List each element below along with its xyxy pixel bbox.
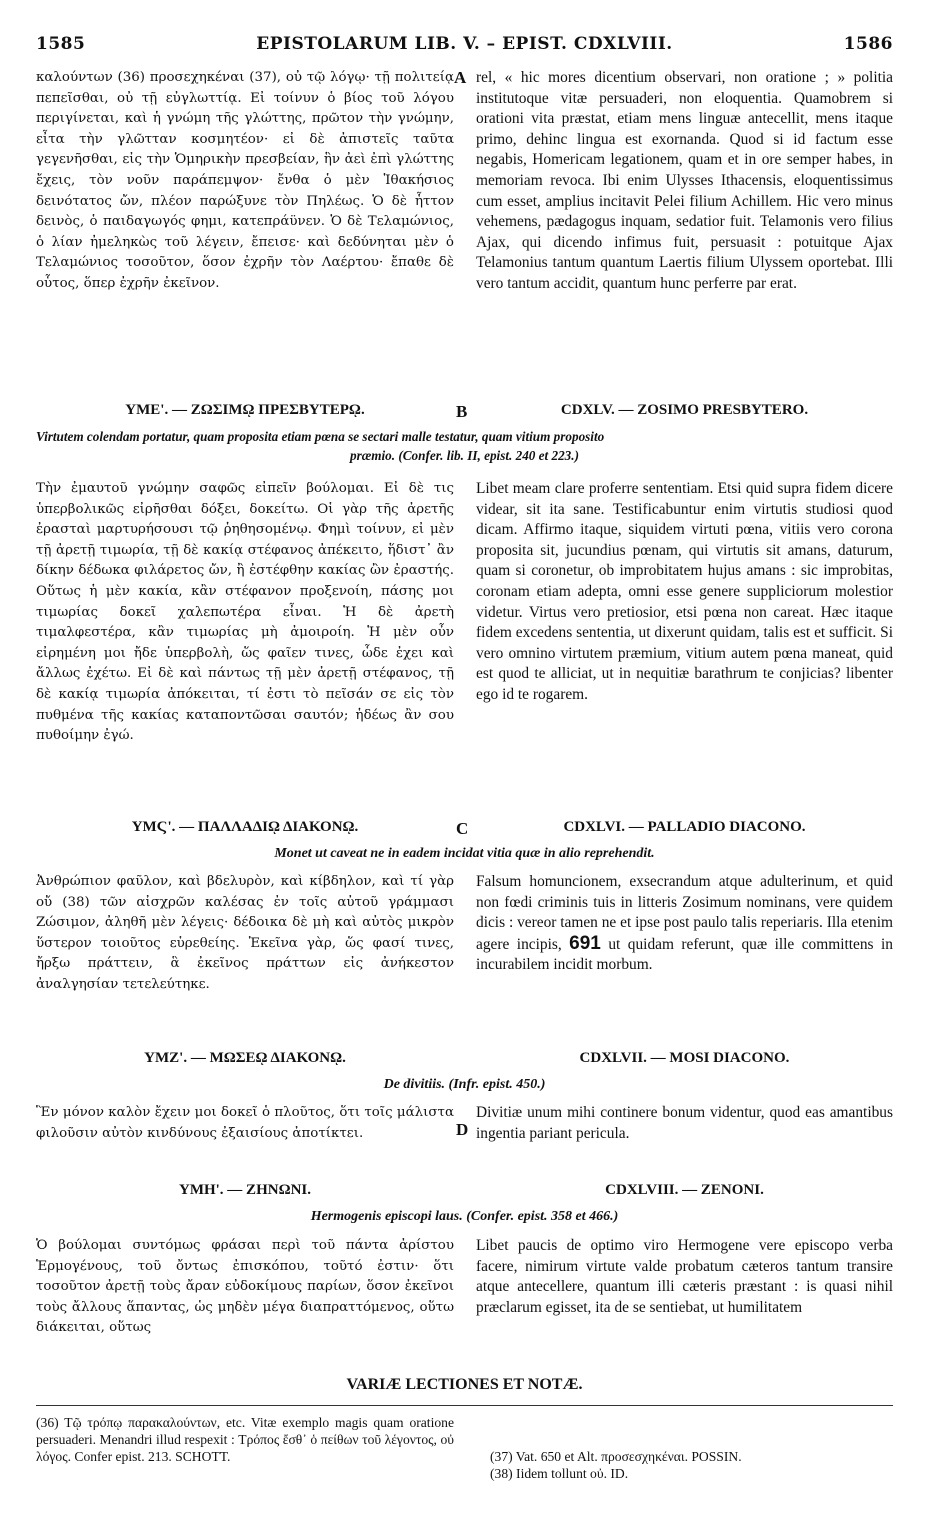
running-header <box>36 34 893 58</box>
page-number-left: 1585 <box>36 34 86 54</box>
letter-247-summary: De divitiis. (Infr. epist. 450.) <box>383 1077 546 1092</box>
letter-246-latin-after: ut quidam referunt, quæ ille committens in incurabilem incidit morbum. <box>476 935 893 974</box>
letter-245-summary-line2: præmio. (Confer. lib. II, epist. 240 et 223.) <box>350 448 579 463</box>
letter-247-latin-text: Divitiæ unum mihi continere bonum videntur, quod eas amantibus ingentia pariant pericula. <box>476 1104 893 1142</box>
letter-246-greek-text: Ἀνθρώπιον φαῦλον, καὶ βδελυρὸν, καὶ κίβδηλον, καὶ τί γὰρ οὔ (38) τῶν αἰσχρῶν καλέσας ἐν τοῖς αὐτοῦ γράμμασι Ζώσιμον, ἀληθῆ μὲν λέγεις· δέδοικα δὲ μὴ καὶ αὐτὸς μικρὸν ὕστερον τοιοῦτος εὑρεθείης. Ἐκεῖνα γὰρ, ὥς φασί τινες, ἤρξω πράττειν, ἃ ἐκεῖνος πράττων εἰς ἀνήκεστον ἀναλγησίαν τετελεύτηκε. <box>36 874 454 992</box>
margin-letter-d: D <box>456 1120 469 1139</box>
letter-246-latin-title: CDXLVI. — PALLADIO DIACONO. <box>563 819 806 835</box>
intro-greek-text: καλούντων (36) προσεχηκέναι (37), οὐ τῷ λόγῳ· τῇ πολιτείᾳ πεπεῖσθαι, οὐ τῇ εὐγλωττίᾳ. Εἰ τοίνυν ὁ βίος τοῦ λόγου περιγίνεται, καὶ ἡ γνώμη τῆς γλώττης, πρῶτον τὴν γνώμην, εἶτα τὴν γλῶτταν κοσμητέον· εἰ δὲ ἀπιστεῖς ταῦτα γεγενῆσθαι, εἰς τὴν Ὁμηρικὴν πρεσβείαν, ἣν ἀεὶ ἐπὶ γλώττης ἔχεις, τὸν νοῦν παράπεμψον· ἔνθα ὁ μὲν Ἰθακήσιος δεινότατος ὤν, πλέον παρώξυνε τὸν Πηλέως. Ὁ δὲ ἧττον δεινὸς, ὁ παιδαγωγός φημι, κατεπράϋνεν. Ὁ δὲ Τελαμώνιος, ὁ λίαν ἠμεληκὼς τοῦ λέγειν, ἔπεισε· καὶ δεδύνηται μὲν ὁ Τελαμώνιος τοσοῦτον, ὅσον ἐχρῆν τὸν Λαέρτου· ἔπαθε δὲ οὗτος, ὅπερ ἐχρῆν ἐκεῖνον. <box>36 70 454 291</box>
letter-248-greek-title: ΥΜΗ'. — ΖΗΝΩΝΙ. <box>178 1182 311 1198</box>
letter-248-summary: Hermogenis episcopi laus. (Confer. epist. 358 et 466.) <box>310 1209 619 1224</box>
letter-245-greek-title: ΥΜΕ'. — ΖΩΣΙΜῼ ΠΡΕΣΒΥΤΕΡῼ. <box>125 402 365 418</box>
note-37: (37) Vat. 650 et Alt. προσεσχηκέναι. POSSIN. <box>490 1449 742 1464</box>
margin-letter-a: A <box>454 68 467 87</box>
letter-246-latin-text <box>476 872 893 1022</box>
letter-245-summary-line1: Virtutem colendam portatur, quam proposita etiam pœna se sectari malle testatur, quam vitium proposito <box>36 429 605 444</box>
margin-letter-b: B <box>456 402 468 421</box>
letter-248-greek-text: Ὁ βούλομαι συντόμως φράσαι περὶ τοῦ πάντα ἀρίστου Ἑρμογένους, τοῦ ὄντως ἐπισκόπου, τοῦτό ἐστιν· ὅτι τοσοῦτον ἀρετῇ τοὺς ἄραν εὐδοκίμους παρίων, ὅσον ἐκεῖνοι τοὺς ἄλλους ἅπαντας, ὡς μηδὲν μέγα διαπραττόμενος, οὕτω διάκειται, οὕτως <box>36 1238 454 1336</box>
running-title: EPISTOLARUM LIB. V. – EPIST. CDXLVIII. <box>256 34 673 54</box>
notes-heading: VARIÆ LECTIONES ET NOTÆ. <box>346 1376 583 1393</box>
intro-latin-text: rel, « hic mores dicentium observari, non oratione ; » politia institutoque vitæ persuaderi, non eloquentia. Quamobrem si orationi vita præstat, etiam mens linguæ antecellit, mens itaque primo, dehinc lingua est exornanda. Quod si id factum esse negabis, Homericam legationem, quam et in ore semper habes, in memoriam revoca. Ibi enim Ulysses Ithacensis, eloquentissimus cum esset, amplius incitavit Pelei filium Achillem. Hic vero minus vehemens, pædagogus inquam, sedatior fuit. Telamonis vero filius Ajax, qui dicendo infimus fuit, persuasit : potuitque Ajax Telamonius tantum quantum Laertis filium Ulyssem oportebat. Illi vero tantum accidit, quantum hunc perferre par erat. <box>476 69 893 292</box>
margin-letter-c: C <box>456 819 469 838</box>
letter-245-latin-title: CDXLV. — ZOSIMO PRESBYTERO. <box>560 402 809 418</box>
notes-divider <box>36 1405 893 1406</box>
letter-247-latin-title: CDXLVII. — MOSI DIACONO. <box>579 1050 790 1066</box>
letter-246-summary: Monet ut caveat ne in eadem incidat vitia quæ in alio reprehendit. <box>274 846 655 861</box>
letter-248-latin-text: Libet paucis de optimo viro Hermogene vere episcopo verba facere, nimirum virtute valde probatum cæteros tantum transire atque antecellere, quantum illi cæteris præstant : is quasi nihil præclarum egisset, ita de se sentiebat, ut humilitatem <box>476 1237 893 1316</box>
note-38: (38) Iidem tollunt οὐ. ID. <box>490 1466 629 1481</box>
letter-245-greek-text: Τὴν ἐμαυτοῦ γνώμην σαφῶς εἰπεῖν βούλομαι. Εἰ δὲ τις ὑπερβολικῶς εἰρῆσθαι δόξει, δοκείτω. Οἱ γὰρ τῆς ἀρετῆς ἐρασταὶ μαρτυρήσουσι τῷ ῥηθησομένῳ. Φημὶ τοίνυν, εἰ μὲν τῇ ἀρετῇ τιμωρία, τῇ δὲ κακίᾳ στέφανος ἀπέκειτο, ἥδιστ᾽ ἂν δίκην δέδωκα φιλάρετος ὤν, ἢ ἐστέφθην κακίας ὢν ἐραστής. Οὕτως ἡ μὲν κακία, κἂν στέφανον προξενοίη, πάσης μοι τιμωρίας δοκεῖ χαλεπωτέρα εἶναι. Ἡ δὲ ἀρετὴ τιμαλφεστέρα, κἂν τιμωρίας μὴ ἀμοιροίη. Ἡ μὲν οὖν εἰρημένη μοι ἤδε ὑπερβολὴ, ὥς φαῖεν τινες, ὧδε ἐχει καὶ ἄλλως ἐχέτω. Εἰ δὲ καὶ πάντως τῇ μὲν ἀρετῇ στέφανος, τῇ δὲ κακίᾳ τιμωρία ἀπόκειται, τί ἐστι τὸ πεῖσάν σε εἰς τὸν πυθμένα τῆς κακίας καταποντῶσαι σαυτόν; ἡδέως ἂν σου πυθοίμην ἐγώ. <box>36 481 454 744</box>
letter-246-greek-title: ΥΜϚ'. — ΠΑΛΛΑΔΙῼ ΔΙΑΚΟΝῼ. <box>131 819 359 835</box>
letter-245-latin-text: Libet meam clare proferre sententiam. Etsi quid supra fidem dicere videar, sit ita sane. Testificabuntur enim virtutis studiosi quod dicam. Affirmo itaque, siquidem virtuti pœna, vitiis vero corona proposita sit, jucundius pœnam, qui virtutis sit amans, daturum, quam si coronetur, ob improbitatem hujus amans : sic improbitas, coronam etiam adepta, omni esse genere suppliciorum molestior videtur. Virtus vero pretiosior, etsi pœna non careat. Hæc itaque fidem excedens sententia, ut dixerunt quidam, talis est et sufficit. Si vero omnino virtutem præmium, vitium autem pœna maneat, quid est quod te alliciat, ut in nequitiæ barathrum te conjicias? libenter ego id te rogarem. <box>476 480 893 703</box>
letter-247-greek-text: Ἓν μόνον καλὸν ἔχειν μοι δοκεῖ ὁ πλοῦτος, ὅτι τοῖς μάλιστα φιλοῦσιν αὐτὸν κινδύνους ἐξαισίους ἀποτίκτει. <box>36 1105 454 1141</box>
letter-248-latin-title: CDXLVIII. — ZENONI. <box>605 1182 764 1198</box>
letter-247-greek-title: ΥΜΖ'. — ΜΩΣΕῼ ΔΙΑΚΟΝῼ. <box>144 1050 346 1066</box>
edition-page-number: 691 <box>569 932 601 954</box>
note-36: (36) Τῷ τρόπῳ παρακαλούντων, etc. Vitæ exemplo magis quam oratione persuaderi. Menandri illud respexit : Τρόπος ἔσθ᾽ ὁ πείθων τοῦ λέγοντος, οὐ λόγος. Confer epist. 213. SCHOTT. <box>36 1415 454 1464</box>
letter-246-latin-before: Falsum homuncionem, exsecrandum atque adulterinum, et quid non fœdi criminis tuis in litteris Zosimum nominans, vere quidem dicis : vereor tamen ne et ipse post paulo talis reperiaris. Illa etenim agere incipis, <box>476 873 893 953</box>
page-number-right: 1586 <box>843 34 893 54</box>
